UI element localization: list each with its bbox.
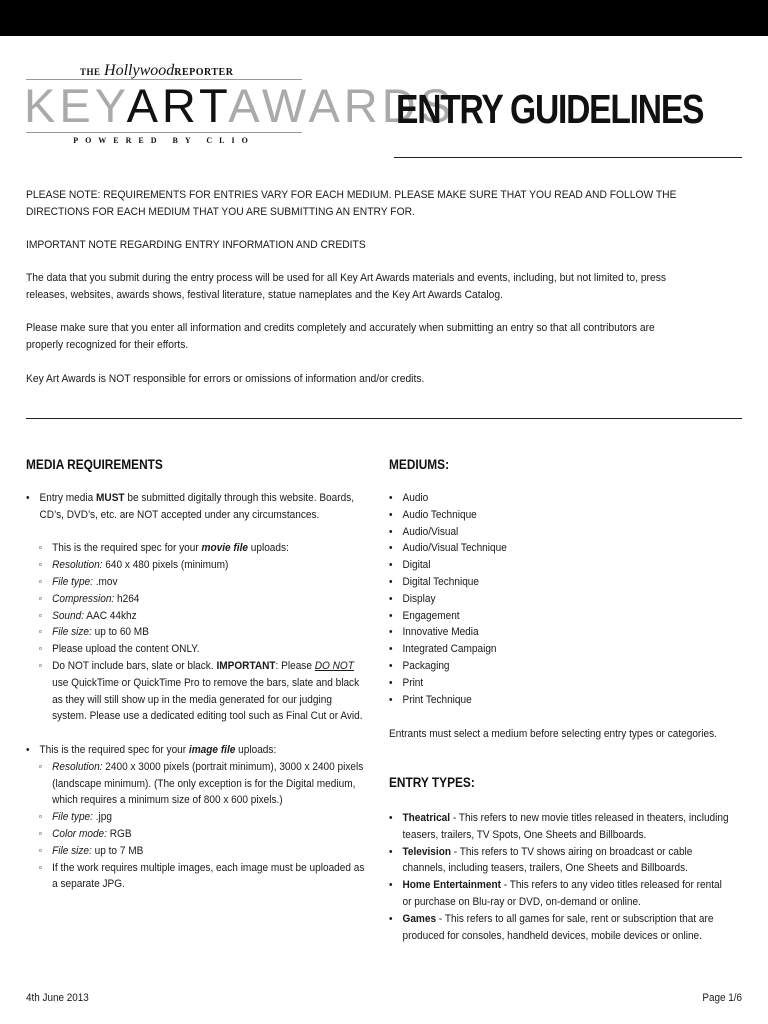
- page-number: Page 1/6: [702, 992, 742, 1004]
- list-item: ◦ Color mode: RGB: [26, 826, 368, 843]
- list-item: ◦ This is the required spec for your movie file uploads:: [26, 540, 368, 557]
- powered-by-clio: POWERED BY CLIO: [73, 136, 255, 145]
- responsibility-paragraph: Key Art Awards is NOT responsible for errors or omissions of information and/or credits.: [26, 373, 425, 385]
- key-art-awards-logo: [24, 58, 456, 150]
- title-rule: [394, 157, 742, 158]
- list-item: • Innovative Media: [389, 624, 722, 641]
- logo-bottom-rule: [26, 132, 302, 133]
- list-item: ◦ File type: .jpg: [26, 809, 368, 826]
- list-item: • Digital Technique: [389, 574, 722, 591]
- list-item: ◦ Sound: AAC 44khz: [26, 608, 368, 625]
- mediums-note: Entrants must select a medium before selecting entry types or categories.: [389, 728, 717, 740]
- section-rule: [26, 418, 742, 419]
- list-item: • Print: [389, 675, 722, 692]
- list-item: • Television - This refers to TV shows airing on broadcast or cable channels, including teasers, trailers, One Sheets and Billboards.: [389, 844, 731, 878]
- list-item: ◦ Please upload the content ONLY.: [26, 641, 368, 658]
- entry-types-heading: ENTRY TYPES:: [389, 775, 475, 790]
- list-item: • Audio Technique: [389, 507, 722, 524]
- intro-note: PLEASE NOTE: REQUIREMENTS FOR ENTRIES VARY FOR EACH MEDIUM. PLEASE MAKE SURE THAT YOU READ AND FOLLOW THE DIRECTIONS FOR EACH MEDIUM THAT YOU ARE SUBMITTING AN ENTRY FOR.: [26, 189, 677, 218]
- list-item: ◦ Resolution: 2400 x 3000 pixels (portrait minimum), 3000 x 2400 pixels (landscape minimum). (The only exception is for the Digital medium, which requires a minimum size of 800 x 600 pixels.): [26, 759, 368, 809]
- list-item: ◦ If the work requires multiple images, each image must be uploaded as a separate JPG.: [26, 860, 368, 894]
- list-item: • Theatrical - This refers to new movie titles released in theaters, including teasers, trailers, TV Spots, One Sheets and Billboards.: [389, 810, 731, 844]
- mediums-list: [389, 490, 722, 708]
- list-item: ◦ Do NOT include bars, slate or black. IMPORTANT: Please DO NOT use QuickTime or QuickTime Pro to remove the bars, slate and black as they will still show up in the media generated for our judging system. Please use a dedicated editing tool such as Final Cut or Avid.: [26, 658, 368, 725]
- list-item: • Print Technique: [389, 692, 722, 709]
- footer-date: 4th June 2013: [26, 992, 89, 1004]
- list-item: • Integrated Campaign: [389, 641, 722, 658]
- data-usage-paragraph: The data that you submit during the entry process will be used for all Key Art Awards materials and events, including, but not limited to, press releases, websites, awards shows, festival literature, statue nameplates and the Key Art Awards Catalog.: [26, 272, 667, 301]
- key-art-awards-wordmark: KEYARTAWARDS: [24, 79, 456, 132]
- important-note-heading: IMPORTANT NOTE REGARDING ENTRY INFORMATION AND CREDITS: [26, 239, 366, 251]
- list-item: ◦ Resolution: 640 x 480 pixels (minimum): [26, 557, 368, 574]
- credits-paragraph: Please make sure that you enter all information and credits completely and accurately when submitting an entry so that all contributors are properly recognized for their efforts.: [26, 322, 655, 351]
- page-title: ENTRY GUIDELINES: [396, 86, 704, 132]
- list-item: • Audio/Visual: [389, 524, 722, 541]
- top-black-bar: [0, 0, 768, 36]
- list-item: • This is the required spec for your image file uploads:: [26, 742, 368, 759]
- list-item: ◦ File size: up to 7 MB: [26, 843, 368, 860]
- list-item: ◦ Compression: h264: [26, 591, 368, 608]
- list-item: • Display: [389, 591, 722, 608]
- list-item: • Engagement: [389, 608, 722, 625]
- list-item: • Packaging: [389, 658, 722, 675]
- media-requirements-heading: MEDIA REQUIREMENTS: [26, 457, 163, 472]
- mediums-heading: MEDIUMS:: [389, 457, 450, 472]
- list-item: ◦ File type: .mov: [26, 574, 368, 591]
- list-item: • Home Entertainment - This refers to any video titles released for rental or purchase on Blu-ray or DVD, on-demand or online.: [389, 877, 731, 911]
- hollywood-reporter-wordmark: THE HollywoodREPORTER: [80, 62, 234, 79]
- list-item: ◦ File size: up to 60 MB: [26, 624, 368, 641]
- entry-types-list: [389, 810, 731, 944]
- list-item: • Audio: [389, 490, 722, 507]
- media-requirements-list: [26, 490, 368, 893]
- list-item: • Digital: [389, 557, 722, 574]
- list-item: • Audio/Visual Technique: [389, 540, 722, 557]
- list-item: • Games - This refers to all games for sale, rent or subscription that are produced for consoles, handheld devices, mobile devices or online.: [389, 911, 731, 945]
- list-item: • Entry media MUST be submitted digitally through this website. Boards, CD’s, DVD’s, etc. are NOT accepted under any circumstances.: [26, 490, 368, 524]
